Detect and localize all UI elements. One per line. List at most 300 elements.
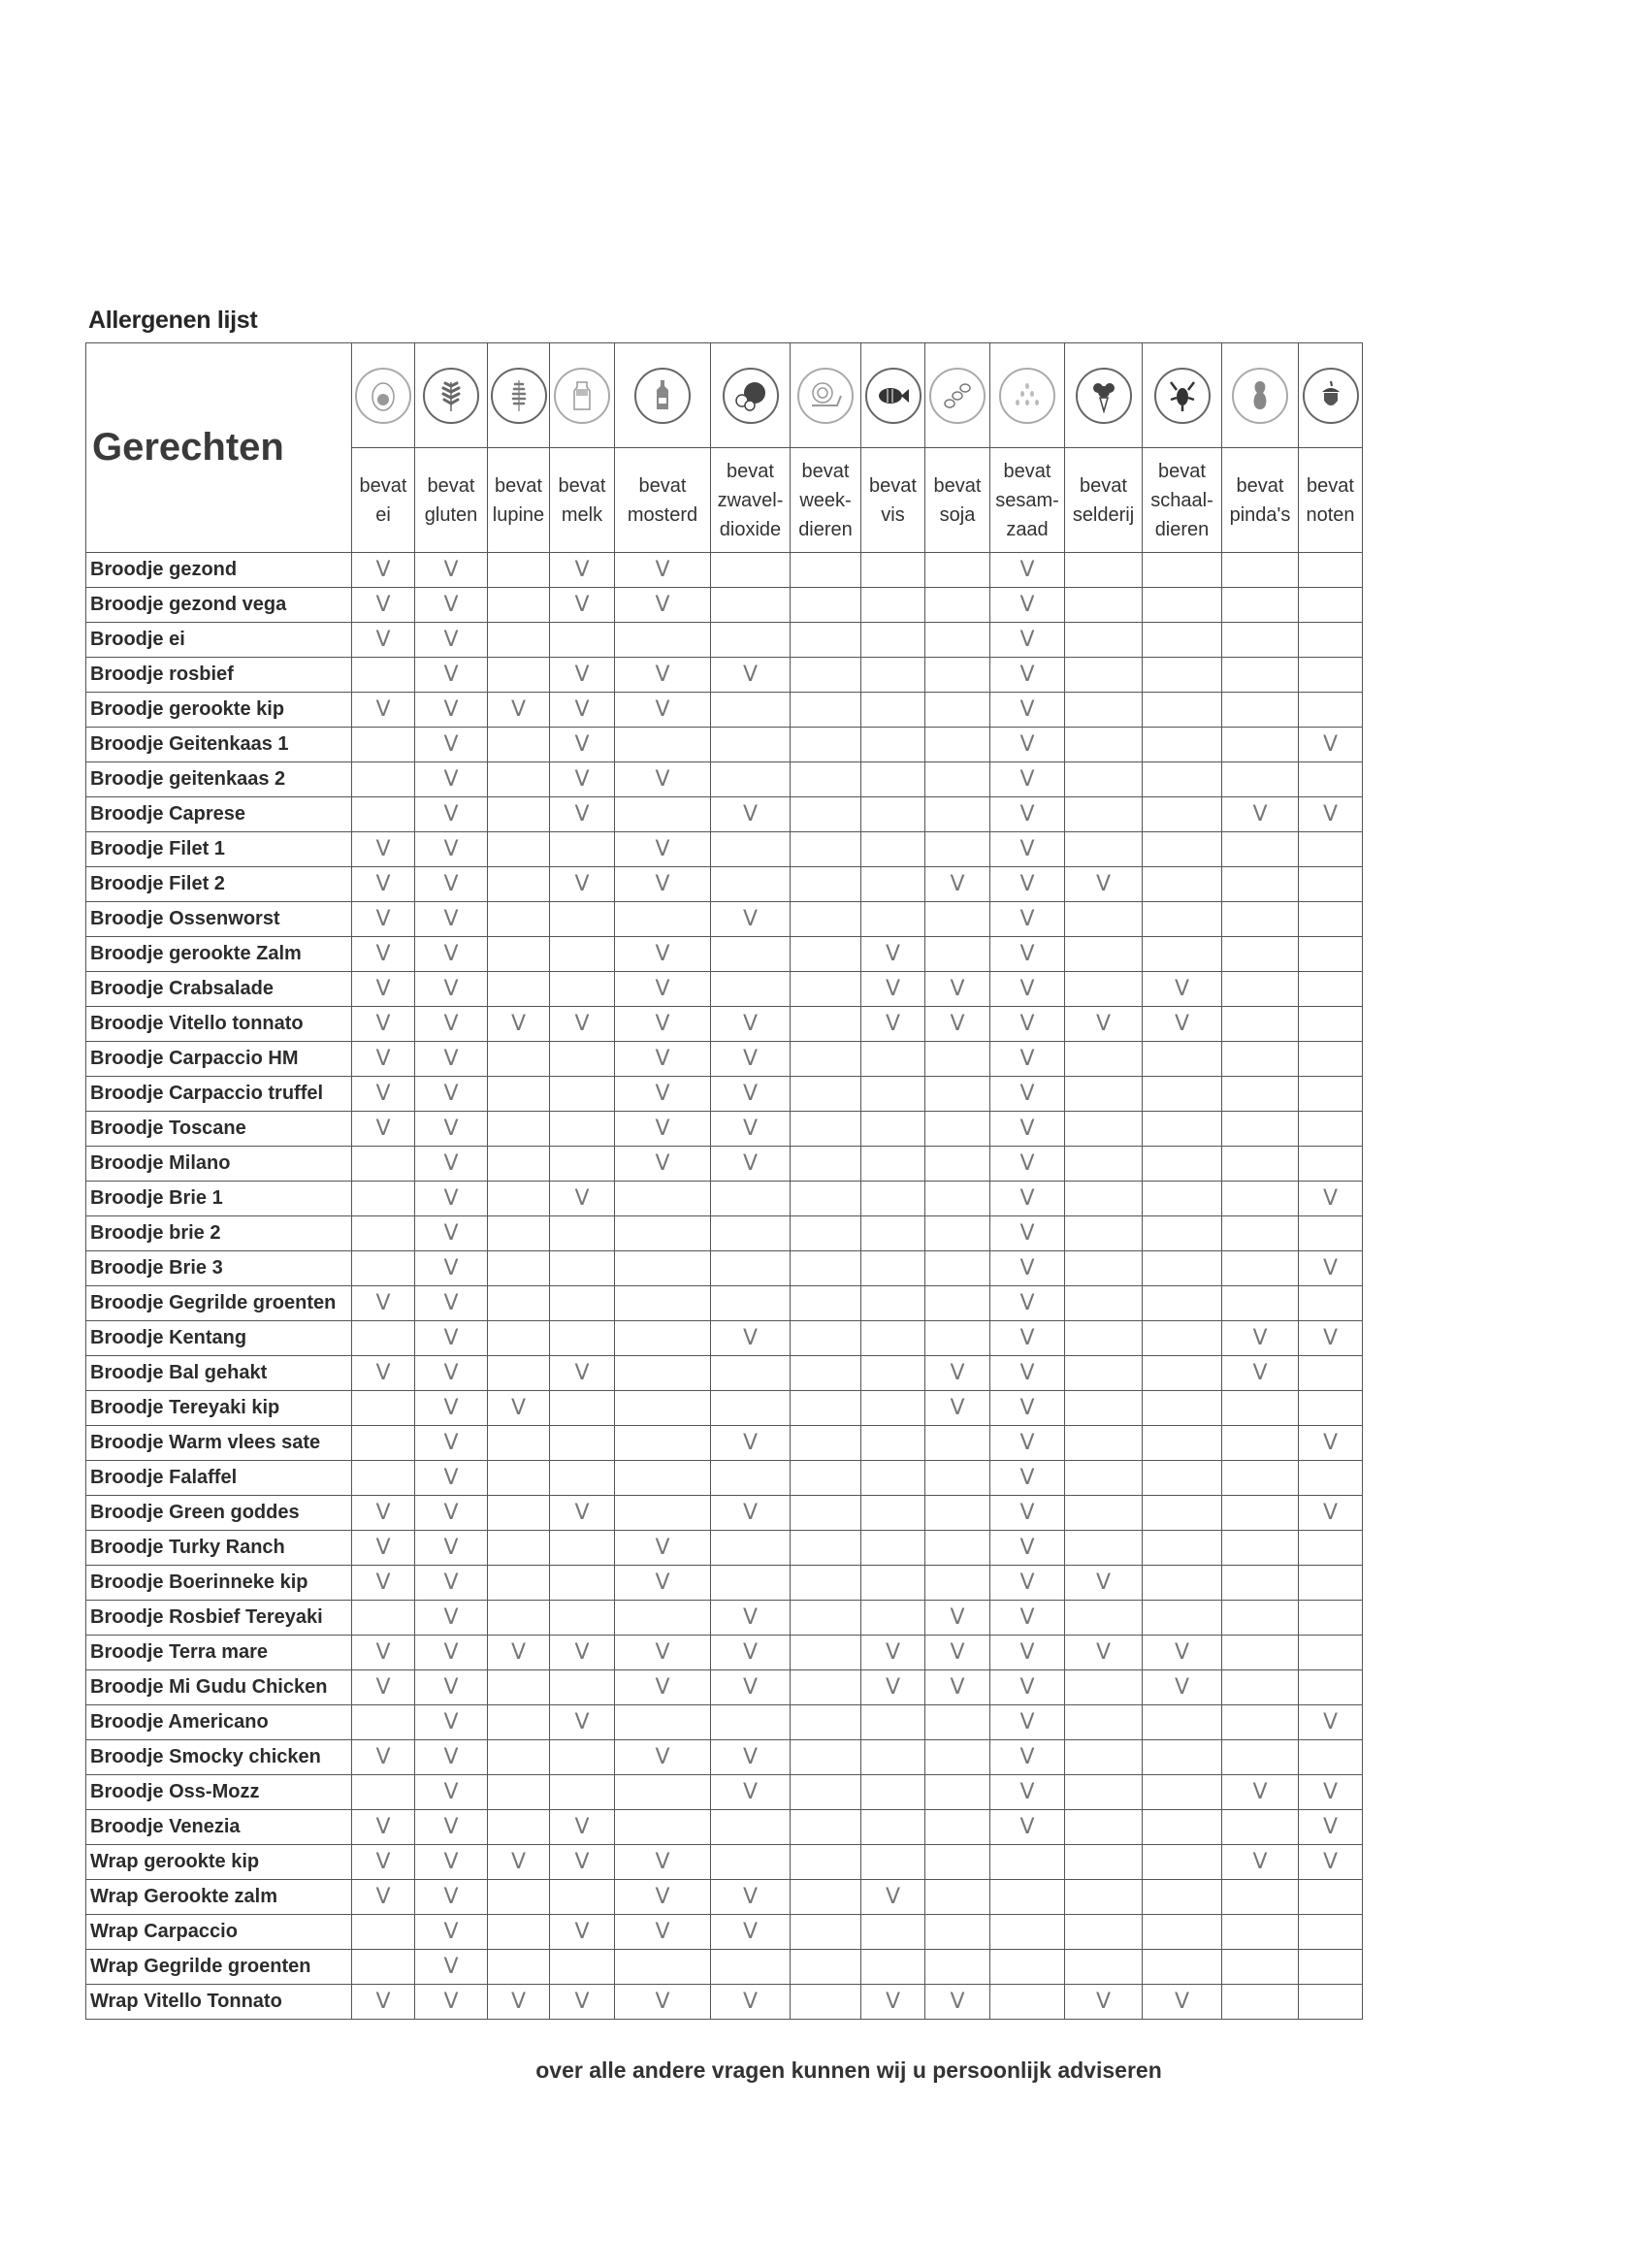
allergen-mark-pindas [1222,1007,1299,1042]
allergen-mark-gluten: V [415,902,488,937]
allergen-mark-selderij [1065,1950,1143,1985]
table-row [86,972,1363,1007]
dish-name: Broodje Vitello tonnato [86,1007,352,1042]
allergen-mark-soja [925,1531,990,1566]
allergen-mark-vis [861,1705,925,1740]
allergen-mark-ei: V [352,1112,415,1147]
allergen-label-line: sesam- [995,489,1059,511]
dish-name: Broodje Brie 1 [86,1182,352,1216]
allergen-mark-noten [1299,658,1363,693]
allergen-icon-cell-noten [1299,343,1363,448]
allergen-mark-vis [861,902,925,937]
allergen-mark-vis [861,588,925,623]
allergen-label-line: soja [939,503,976,526]
allergen-mark-melk [550,1251,615,1286]
table-row [86,1461,1363,1496]
allergen-mark-zwaveldioxide [711,693,791,728]
allergen-mark-gluten: V [415,1042,488,1077]
allergen-mark-gluten: V [415,553,488,588]
dish-name: Broodje Kentang [86,1321,352,1356]
allergen-mark-pindas [1222,1286,1299,1321]
allergen-mark-melk: V [550,588,615,623]
allergen-mark-gluten: V [415,972,488,1007]
allergen-mark-schaaldieren [1143,1251,1222,1286]
allergen-label-selderij [1065,448,1143,553]
allergen-mark-lupine [488,867,550,902]
allergen-mark-soja: V [925,867,990,902]
allergen-mark-ei [352,658,415,693]
allergen-mark-schaaldieren [1143,832,1222,867]
allergen-mark-zwaveldioxide [711,1216,791,1251]
allergen-mark-noten [1299,1531,1363,1566]
allergen-mark-schaaldieren [1143,937,1222,972]
allergen-mark-weekdieren [791,937,861,972]
allergen-mark-ei: V [352,1740,415,1775]
allergen-mark-selderij: V [1065,867,1143,902]
allergen-mark-mosterd: V [615,972,711,1007]
allergen-mark-mosterd [615,1950,711,1985]
dish-name: Broodje Turky Ranch [86,1531,352,1566]
allergen-mark-noten [1299,1042,1363,1077]
allergen-mark-sesamzaad: V [990,867,1065,902]
table-row [86,588,1363,623]
allergen-mark-soja: V [925,1636,990,1670]
allergen-mark-ei: V [352,1286,415,1321]
allergen-mark-soja [925,1705,990,1740]
table-row [86,553,1363,588]
allergen-mark-ei: V [352,1566,415,1601]
allergen-mark-sesamzaad: V [990,1077,1065,1112]
allergen-mark-vis [861,1950,925,1985]
allergen-label-noten [1299,448,1363,553]
allergen-mark-soja [925,1810,990,1845]
table-row [86,1321,1363,1356]
allergen-mark-pindas [1222,1112,1299,1147]
allergen-mark-melk: V [550,1636,615,1670]
allergen-mark-vis [861,623,925,658]
allergen-mark-selderij [1065,623,1143,658]
allergen-mark-noten [1299,1007,1363,1042]
allergen-label-line: dioxide [719,518,782,540]
allergen-mark-sesamzaad: V [990,1147,1065,1182]
allergen-mark-mosterd: V [615,1636,711,1670]
allergen-mark-vis [861,1216,925,1251]
allergen-mark-soja: V [925,972,990,1007]
allergen-label-line: bevat [869,474,917,497]
allergen-mark-gluten: V [415,1251,488,1286]
table-row [86,1286,1363,1321]
allergen-mark-melk [550,902,615,937]
allergen-mark-melk: V [550,762,615,797]
table-row [86,1147,1363,1182]
dish-name: Broodje Caprese [86,797,352,832]
allergen-mark-melk: V [550,1007,615,1042]
allergen-mark-selderij [1065,1321,1143,1356]
allergen-mark-zwaveldioxide: V [711,1147,791,1182]
allergen-mark-melk: V [550,1845,615,1880]
allergen-mark-selderij [1065,1042,1143,1077]
allergen-mark-schaaldieren [1143,1705,1222,1740]
dish-name: Broodje rosbief [86,658,352,693]
table-row [86,1705,1363,1740]
allergen-mark-weekdieren [791,1915,861,1950]
allergen-mark-selderij [1065,1356,1143,1391]
allergen-mark-noten [1299,1915,1363,1950]
allergen-label-sesamzaad [990,448,1065,553]
lobster-icon [1154,368,1211,424]
allergen-mark-mosterd: V [615,1740,711,1775]
dish-name: Wrap Gerookte zalm [86,1880,352,1915]
allergen-mark-melk [550,1147,615,1182]
allergen-mark-vis [861,1496,925,1531]
allergen-mark-soja [925,1880,990,1915]
allergen-mark-vis: V [861,1670,925,1705]
allergen-mark-soja [925,832,990,867]
allergen-mark-pindas [1222,762,1299,797]
allergen-mark-schaaldieren [1143,728,1222,762]
allergen-mark-vis: V [861,937,925,972]
allergen-mark-sesamzaad [990,1985,1065,2020]
allergen-mark-selderij [1065,1251,1143,1286]
allergen-mark-schaaldieren [1143,1216,1222,1251]
allergen-mark-zwaveldioxide [711,1391,791,1426]
allergen-mark-lupine [488,797,550,832]
allergen-mark-gluten: V [415,1531,488,1566]
allergen-mark-lupine [488,1915,550,1950]
allergen-label-line: bevat [1158,460,1206,482]
dish-name: Broodje Ossenworst [86,902,352,937]
allergen-mark-mosterd: V [615,1147,711,1182]
allergen-mark-pindas [1222,1461,1299,1496]
allergen-mark-ei: V [352,1636,415,1670]
allergen-mark-melk: V [550,867,615,902]
allergen-mark-vis [861,1077,925,1112]
allergen-mark-schaaldieren: V [1143,1670,1222,1705]
dish-name: Wrap Gegrilde groenten [86,1950,352,1985]
allergen-mark-vis: V [861,1880,925,1915]
table-row [86,1670,1363,1705]
allergen-mark-noten: V [1299,728,1363,762]
allergen-mark-mosterd: V [615,588,711,623]
egg-icon [355,368,411,424]
allergen-mark-vis [861,1810,925,1845]
allergen-mark-vis [861,1251,925,1286]
allergen-mark-ei: V [352,867,415,902]
allergen-mark-melk: V [550,1915,615,1950]
allergen-mark-melk [550,1112,615,1147]
allergen-mark-sesamzaad: V [990,1182,1065,1216]
allergen-label-line: melk [561,503,603,526]
allergen-mark-melk [550,1880,615,1915]
allergen-mark-selderij [1065,1216,1143,1251]
allergen-mark-zwaveldioxide: V [711,1740,791,1775]
allergen-mark-pindas [1222,1880,1299,1915]
allergen-mark-zwaveldioxide: V [711,1880,791,1915]
allergen-mark-soja [925,1321,990,1356]
allergen-mark-melk [550,832,615,867]
allergen-mark-zwaveldioxide: V [711,902,791,937]
allergen-mark-melk [550,1601,615,1636]
allergen-mark-lupine [488,902,550,937]
allergen-mark-ei [352,1147,415,1182]
allergen-mark-gluten: V [415,1182,488,1216]
allergen-mark-vis [861,728,925,762]
allergen-mark-pindas [1222,1042,1299,1077]
allergen-mark-gluten: V [415,1356,488,1391]
allergen-mark-selderij [1065,588,1143,623]
allergen-mark-zwaveldioxide [711,553,791,588]
allergen-mark-ei [352,797,415,832]
allergen-mark-sesamzaad: V [990,1426,1065,1461]
allergen-mark-pindas [1222,1915,1299,1950]
allergen-mark-vis [861,797,925,832]
allergen-mark-weekdieren [791,762,861,797]
allergen-mark-selderij [1065,1705,1143,1740]
allergen-mark-zwaveldioxide: V [711,1636,791,1670]
allergen-mark-gluten: V [415,1950,488,1985]
table-row [86,1915,1363,1950]
dish-name: Wrap Vitello Tonnato [86,1985,352,2020]
allergen-mark-gluten: V [415,1426,488,1461]
allergen-mark-mosterd [615,1496,711,1531]
allergen-mark-mosterd: V [615,553,711,588]
dish-name: Broodje Brie 3 [86,1251,352,1286]
table-row [86,1566,1363,1601]
allergen-mark-weekdieren [791,553,861,588]
allergen-mark-mosterd [615,1705,711,1740]
dish-name: Broodje Tereyaki kip [86,1391,352,1426]
allergen-mark-noten [1299,1077,1363,1112]
allergen-mark-pindas [1222,902,1299,937]
allergen-mark-noten: V [1299,1426,1363,1461]
allergen-mark-noten: V [1299,1321,1363,1356]
table-row [86,1810,1363,1845]
allergen-mark-lupine [488,1286,550,1321]
allergen-mark-selderij [1065,1670,1143,1705]
allergen-mark-soja [925,1077,990,1112]
table-row [86,1950,1363,1985]
allergen-mark-melk: V [550,1356,615,1391]
allergen-mark-mosterd [615,1356,711,1391]
table-row [86,1531,1363,1566]
allergen-mark-schaaldieren [1143,1915,1222,1950]
table-row [86,762,1363,797]
allergen-mark-melk: V [550,797,615,832]
allergen-mark-sesamzaad: V [990,1531,1065,1566]
allergen-mark-sesamzaad: V [990,1391,1065,1426]
allergen-mark-mosterd: V [615,832,711,867]
allergen-label-schaaldieren [1143,448,1222,553]
allergen-mark-mosterd [615,1461,711,1496]
allergen-mark-schaaldieren: V [1143,1985,1222,2020]
dish-name: Broodje Boerinneke kip [86,1566,352,1601]
allergen-label-line: week- [799,489,852,511]
allergen-label-line: zaad [1006,518,1049,540]
allergen-mark-ei [352,1426,415,1461]
allergen-mark-noten [1299,1636,1363,1670]
allergen-mark-pindas [1222,1566,1299,1601]
allergen-label-line: pinda's [1229,503,1291,526]
allergen-mark-melk [550,1391,615,1426]
allergen-mark-ei: V [352,1985,415,2020]
allergen-mark-ei: V [352,553,415,588]
allergen-mark-pindas [1222,1636,1299,1670]
allergen-mark-selderij [1065,1077,1143,1112]
allergen-mark-pindas [1222,972,1299,1007]
allergen-mark-noten [1299,1112,1363,1147]
allergen-mark-gluten: V [415,1321,488,1356]
table-row [86,728,1363,762]
allergen-mark-selderij [1065,693,1143,728]
allergen-mark-schaaldieren [1143,588,1222,623]
allergen-mark-lupine [488,1112,550,1147]
allergen-mark-weekdieren [791,1426,861,1461]
allergen-mark-pindas [1222,1077,1299,1112]
allergen-mark-pindas: V [1222,1775,1299,1810]
allergen-mark-selderij [1065,832,1143,867]
allergen-mark-soja [925,553,990,588]
wheat-icon [423,368,479,424]
allergen-mark-zwaveldioxide [711,1566,791,1601]
allergen-mark-ei: V [352,588,415,623]
allergen-mark-weekdieren [791,1251,861,1286]
allergen-mark-melk [550,1531,615,1566]
allergen-mark-lupine [488,1216,550,1251]
allergen-mark-zwaveldioxide [711,1845,791,1880]
allergen-mark-pindas: V [1222,1321,1299,1356]
allergen-mark-lupine [488,1740,550,1775]
allergen-mark-sesamzaad: V [990,797,1065,832]
allergen-mark-gluten: V [415,1775,488,1810]
allergen-mark-lupine: V [488,1007,550,1042]
allergen-mark-weekdieren [791,1601,861,1636]
allergen-mark-schaaldieren [1143,1077,1222,1112]
allergen-mark-ei: V [352,1042,415,1077]
allergen-mark-melk: V [550,728,615,762]
allergen-mark-zwaveldioxide [711,728,791,762]
allergen-mark-sesamzaad: V [990,1670,1065,1705]
allergen-mark-pindas [1222,588,1299,623]
allergen-mark-weekdieren [791,797,861,832]
allergen-mark-lupine: V [488,693,550,728]
allergen-mark-lupine [488,1775,550,1810]
allergen-mark-melk: V [550,693,615,728]
allergen-label-zwaveldioxide [711,448,791,553]
allergen-mark-melk [550,623,615,658]
allergen-mark-selderij [1065,1286,1143,1321]
allergen-mark-mosterd [615,797,711,832]
allergen-icon-cell-gluten [415,343,488,448]
allergen-mark-ei: V [352,832,415,867]
allergen-mark-soja [925,1147,990,1182]
allergen-mark-zwaveldioxide [711,972,791,1007]
allergen-label-line: bevat [558,474,606,497]
allergen-mark-ei: V [352,937,415,972]
allergen-mark-soja: V [925,1985,990,2020]
allergen-mark-mosterd [615,1601,711,1636]
allergen-mark-vis [861,553,925,588]
allergen-mark-soja: V [925,1007,990,1042]
allergen-mark-melk [550,1775,615,1810]
allergen-label-line: ei [375,503,391,526]
allergen-mark-ei [352,1461,415,1496]
dishes-column-header: Gerechten [86,343,352,553]
snail-icon [797,368,854,424]
allergen-mark-ei [352,1251,415,1286]
allergen-mark-schaaldieren [1143,1461,1222,1496]
allergen-mark-selderij [1065,1601,1143,1636]
allergen-mark-melk: V [550,1705,615,1740]
dish-name: Broodje Terra mare [86,1636,352,1670]
allergen-mark-selderij [1065,972,1143,1007]
allergen-icon-cell-melk [550,343,615,448]
table-row [86,1182,1363,1216]
allergen-mark-noten [1299,937,1363,972]
allergen-mark-soja [925,658,990,693]
allergen-mark-selderij [1065,1880,1143,1915]
allergen-mark-sesamzaad: V [990,1775,1065,1810]
table-row [86,693,1363,728]
allergen-mark-weekdieren [791,1112,861,1147]
allergen-mark-weekdieren [791,1216,861,1251]
allergen-mark-mosterd [615,1810,711,1845]
allergen-mark-lupine: V [488,1985,550,2020]
allergen-mark-gluten: V [415,1915,488,1950]
allergen-mark-mosterd: V [615,1566,711,1601]
allergen-label-line: bevat [359,474,407,497]
allergen-mark-gluten: V [415,588,488,623]
allergen-mark-selderij [1065,902,1143,937]
allergen-icon-row [86,343,1363,448]
allergen-mark-sesamzaad: V [990,1566,1065,1601]
allergen-mark-mosterd [615,1182,711,1216]
allergen-mark-ei: V [352,1496,415,1531]
allergen-mark-lupine: V [488,1845,550,1880]
allergen-mark-noten [1299,1286,1363,1321]
dish-name: Broodje brie 2 [86,1216,352,1251]
allergen-mark-sesamzaad: V [990,902,1065,937]
allergen-mark-zwaveldioxide: V [711,1670,791,1705]
allergen-mark-sesamzaad: V [990,1286,1065,1321]
allergen-mark-zwaveldioxide [711,1182,791,1216]
allergen-mark-zwaveldioxide: V [711,1042,791,1077]
allergen-mark-pindas: V [1222,1356,1299,1391]
allergen-mark-noten: V [1299,1810,1363,1845]
allergen-mark-soja: V [925,1670,990,1705]
allergen-mark-weekdieren [791,1461,861,1496]
allergen-mark-ei [352,1915,415,1950]
table-row [86,832,1363,867]
allergen-mark-schaaldieren [1143,867,1222,902]
allergen-mark-lupine [488,1566,550,1601]
table-row [86,1077,1363,1112]
allergen-mark-vis [861,1286,925,1321]
allergen-mark-weekdieren [791,1636,861,1670]
allergen-mark-weekdieren [791,1810,861,1845]
allergen-mark-melk [550,1670,615,1705]
allergen-mark-melk [550,1216,615,1251]
allergen-mark-sesamzaad: V [990,588,1065,623]
allergen-mark-pindas [1222,1147,1299,1182]
allergen-mark-ei: V [352,1670,415,1705]
allergen-mark-noten [1299,1216,1363,1251]
allergen-mark-noten [1299,693,1363,728]
allergen-mark-lupine [488,1321,550,1356]
allergen-mark-weekdieren [791,1705,861,1740]
allergen-mark-zwaveldioxide: V [711,1077,791,1112]
allergen-mark-weekdieren [791,1007,861,1042]
allergen-mark-sesamzaad: V [990,972,1065,1007]
